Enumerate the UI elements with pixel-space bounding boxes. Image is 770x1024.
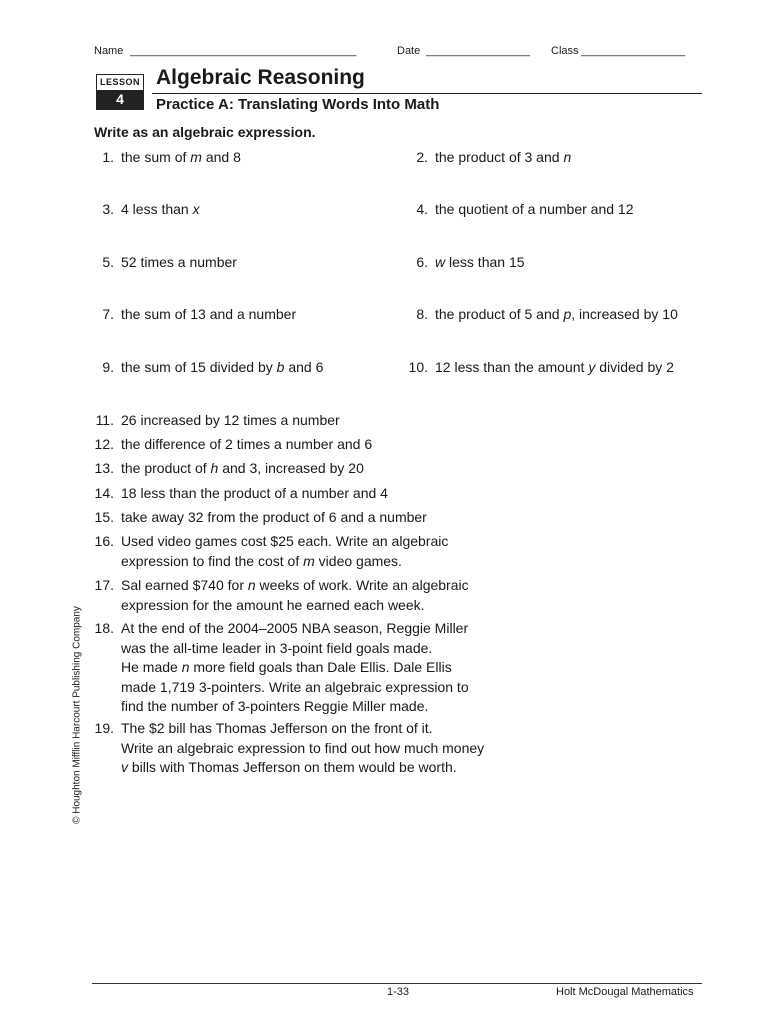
- question-text-part: less than 15: [445, 254, 525, 270]
- question-text-part: expression to find the cost of: [121, 552, 304, 569]
- question-text: [121, 619, 468, 638]
- question-text-part: At the end of the 2004–2005 NBA season, Reggie Miller: [121, 620, 469, 636]
- question-text-part: the quotient of a number and 12: [435, 201, 634, 217]
- question-number: 8.: [416, 306, 428, 322]
- question-text: [121, 253, 237, 272]
- question-number: 5.: [102, 254, 114, 270]
- question-number: 4.: [416, 201, 428, 217]
- question-number: 17.: [94, 577, 114, 593]
- question-number: 16.: [94, 533, 114, 549]
- question-text-part: , increased by 10: [571, 306, 678, 322]
- question-number: 1.: [102, 149, 114, 165]
- question-text: [121, 697, 428, 716]
- page-subtitle: Practice A: Translating Words Into Math: [156, 96, 440, 113]
- question-text-part: 12 less than the amount: [435, 359, 589, 375]
- question-text: [121, 459, 364, 478]
- question-text: [121, 484, 388, 503]
- variable-text: b: [276, 359, 285, 375]
- class-label: Class: [551, 45, 579, 57]
- question-text: [435, 200, 633, 219]
- question-text-part: the sum of 13 and a number: [121, 306, 297, 322]
- question-number: 19.: [94, 720, 114, 736]
- question-number: 10.: [408, 359, 428, 375]
- variable-text: n: [247, 577, 256, 593]
- question-number: 7.: [102, 306, 114, 322]
- question-text-part: 18 less than the product of a number and 4: [121, 485, 388, 501]
- question-text: [121, 305, 296, 324]
- class-blank[interactable]: _________________: [581, 45, 686, 57]
- question-text: [121, 739, 484, 758]
- question-text: [121, 200, 200, 219]
- instruction: Write as an algebraic expression.: [94, 124, 316, 140]
- lesson-number: 4: [97, 90, 143, 109]
- variable-text: m: [303, 552, 315, 569]
- question-text: [121, 435, 372, 454]
- question-text: [121, 639, 432, 658]
- question-text: [121, 358, 323, 377]
- question-text-part: bills with Thomas Jefferson on them would be worth.: [128, 759, 457, 775]
- page-title: Algebraic Reasoning: [156, 66, 365, 89]
- question-text-part: the product of: [121, 460, 211, 476]
- question-number: 2.: [416, 149, 428, 165]
- question-text: [435, 358, 674, 377]
- variable-text: m: [190, 149, 202, 165]
- question-text-part: made 1,719 3-pointers. Write an algebraic expression to: [121, 678, 469, 695]
- question-text-part: Used video games cost $25 each. Write an algebraic: [121, 533, 449, 549]
- question-text-part: was the all-time leader in 3-point field goals made.: [121, 639, 433, 656]
- question-text: [435, 148, 571, 167]
- question-text: [121, 532, 448, 551]
- name-label: Name: [94, 45, 124, 57]
- variable-text: n: [563, 149, 572, 165]
- variable-text: h: [210, 460, 219, 476]
- question-text-part: divided by 2: [595, 359, 674, 375]
- question-text: [121, 411, 340, 430]
- question-text-part: Sal earned $740 for: [121, 577, 248, 593]
- page-number: 1-33: [387, 986, 410, 998]
- question-text-part: video games.: [314, 552, 402, 569]
- date-label: Date: [397, 45, 421, 57]
- variable-text: p: [563, 306, 572, 322]
- question-number: 6.: [416, 254, 428, 270]
- question-text-part: the sum of: [121, 149, 191, 165]
- date-blank[interactable]: _________________: [426, 45, 531, 57]
- question-text-part: He made: [121, 659, 182, 675]
- variable-text: y: [588, 359, 596, 375]
- question-number: 9.: [102, 359, 114, 375]
- question-number: 14.: [94, 485, 114, 501]
- copyright-notice: © Houghton Mifflin Harcourt Publishing Company: [71, 606, 83, 824]
- question-text: [121, 719, 433, 738]
- question-text-part: take away 32 from the product of 6 and a number: [121, 509, 427, 525]
- question-text: [121, 148, 241, 167]
- question-text-part: Write an algebraic expression to find out how much money: [121, 739, 485, 756]
- question-text: [121, 576, 469, 595]
- question-number: 15.: [94, 509, 114, 525]
- question-text: [435, 253, 525, 272]
- variable-text: w: [435, 254, 446, 270]
- question-text-part: the product of 5 and: [435, 306, 564, 322]
- variable-text: n: [181, 659, 190, 675]
- variable-text: x: [192, 201, 200, 217]
- name-blank[interactable]: _____________________________________: [130, 45, 357, 57]
- question-text-part: the difference of 2 times a number and 6: [121, 436, 373, 452]
- question-text-part: the sum of 15 divided by: [121, 359, 277, 375]
- question-text-part: expression for the amount he earned each week.: [121, 596, 425, 613]
- title-divider: [152, 93, 702, 94]
- question-text-part: weeks of work. Write an algebraic: [255, 577, 469, 593]
- question-text: [121, 658, 452, 677]
- lesson-badge: [96, 74, 144, 110]
- question-number: 13.: [94, 460, 114, 476]
- question-text: [435, 305, 678, 324]
- publisher-name: Holt McDougal Mathematics: [556, 986, 694, 998]
- question-text-part: and 6: [284, 359, 324, 375]
- question-text-part: more field goals than Dale Ellis. Dale Ellis: [189, 659, 452, 675]
- question-number: 12.: [94, 436, 114, 452]
- question-text: [121, 758, 457, 777]
- question-text-part: 4 less than: [121, 201, 193, 217]
- footer-divider: [92, 983, 702, 984]
- question-text-part: the product of 3 and: [435, 149, 564, 165]
- question-number: 3.: [102, 201, 114, 217]
- lesson-word: LESSON: [99, 77, 140, 87]
- variable-text: v: [121, 759, 128, 775]
- question-text: [121, 678, 469, 697]
- question-text-part: and 3, increased by 20: [218, 460, 364, 476]
- question-text-part: 26 increased by 12 times a number: [121, 412, 340, 428]
- question-number: 18.: [94, 620, 114, 636]
- question-text-part: and 8: [201, 149, 241, 165]
- question-text: [121, 508, 427, 527]
- question-text: [121, 596, 425, 615]
- question-text-part: find the number of 3-pointers Reggie Miller made.: [121, 698, 429, 714]
- question-text-part: 52 times a number: [121, 254, 237, 270]
- question-number: 11.: [95, 412, 114, 428]
- question-text: [121, 552, 402, 571]
- question-text-part: The $2 bill has Thomas Jefferson on the front of it.: [121, 720, 433, 736]
